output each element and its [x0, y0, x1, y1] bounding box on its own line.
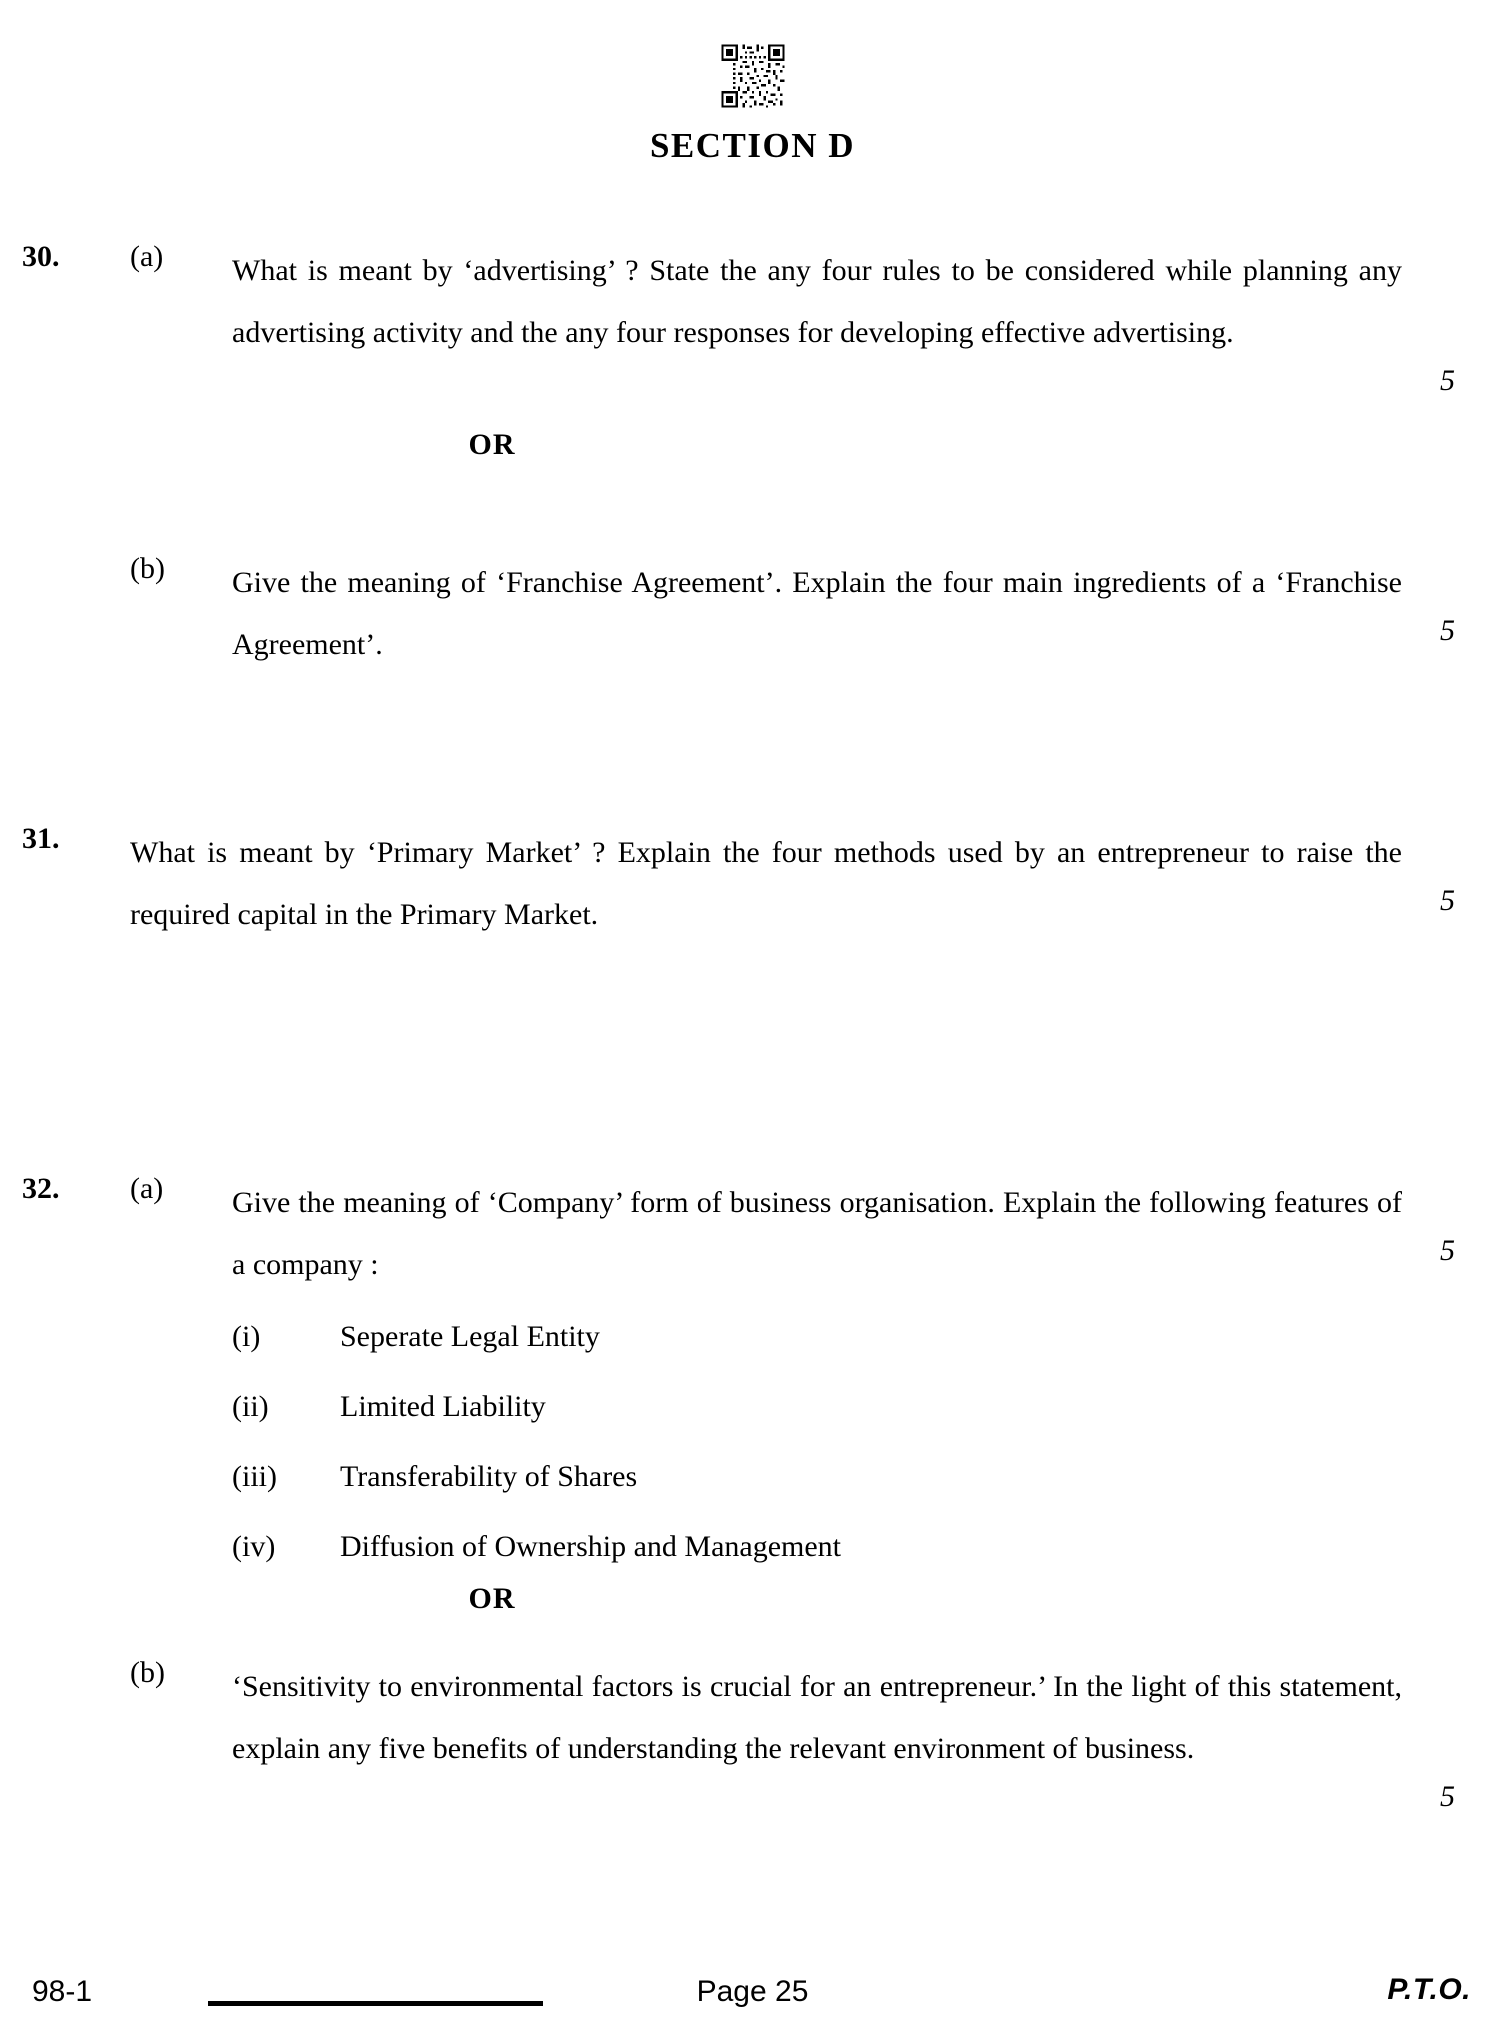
or-divider-30: OR [468, 428, 516, 461]
question-number-31: 31. [22, 822, 60, 855]
question-31-marks: 5 [1440, 884, 1455, 917]
question-number-30: 30. [22, 240, 60, 273]
subitem-iv-number: (iv) [232, 1530, 276, 1563]
question-32-part-a-marks: 5 [1440, 1234, 1455, 1267]
question-30-part-a-text: What is meant by ‘advertising’ ? State the any four rules to be considered while planning any advertising activity and the any four responses for developing effective advertising. [232, 254, 1402, 349]
question-32-part-b-text: ‘Sensitivity to environmental factors is crucial for an entrepreneur.’ In the light of this statement, explain any five benefits of understanding the relevant environment of business. [232, 1670, 1402, 1765]
section-heading: SECTION D [649, 126, 856, 165]
question-32-part-b-marks: 5 [1440, 1780, 1455, 1813]
subitem-iii-number: (iii) [232, 1460, 277, 1493]
qr-code-icon [716, 42, 790, 110]
subitem-i-number: (i) [232, 1320, 261, 1353]
subitem-ii-text: Limited Liability [340, 1390, 546, 1423]
question-32-part-a-text: Give the meaning of ‘Company’ form of business organisation. Explain the following features of a company : [232, 1186, 1402, 1281]
question-number-32: 32. [22, 1172, 60, 1205]
subitem-iv-text: Diffusion of Ownership and Management [340, 1530, 842, 1563]
footer-paper-code: 98-1 [32, 1975, 93, 2008]
footer-page-number: Page 25 [696, 1975, 809, 2008]
question-30-part-a-marks: 5 [1440, 364, 1455, 397]
question-30-part-b-text: Give the meaning of ‘Franchise Agreement’. Explain the four main ingredients of a ‘Franchise Agreement’. [232, 566, 1402, 661]
question-30-part-b-label: (b) [130, 552, 165, 585]
question-31-text: What is meant by ‘Primary Market’ ? Explain the four methods used by an entrepreneur to raise the required capital in the Primary Market. [130, 836, 1402, 931]
subitem-iii-text: Transferability of Shares [340, 1460, 638, 1493]
question-30-part-a-label: (a) [130, 240, 164, 273]
or-divider-32: OR [468, 1582, 516, 1615]
subitem-ii-number: (ii) [232, 1390, 269, 1423]
footer-pto-label: P.T.O. [1387, 1973, 1471, 2006]
question-30-part-b-marks: 5 [1440, 614, 1455, 647]
question-32-part-b-label: (b) [130, 1656, 165, 1689]
question-32-part-a-label: (a) [130, 1172, 164, 1205]
subitem-i-text: Seperate Legal Entity [340, 1320, 600, 1353]
